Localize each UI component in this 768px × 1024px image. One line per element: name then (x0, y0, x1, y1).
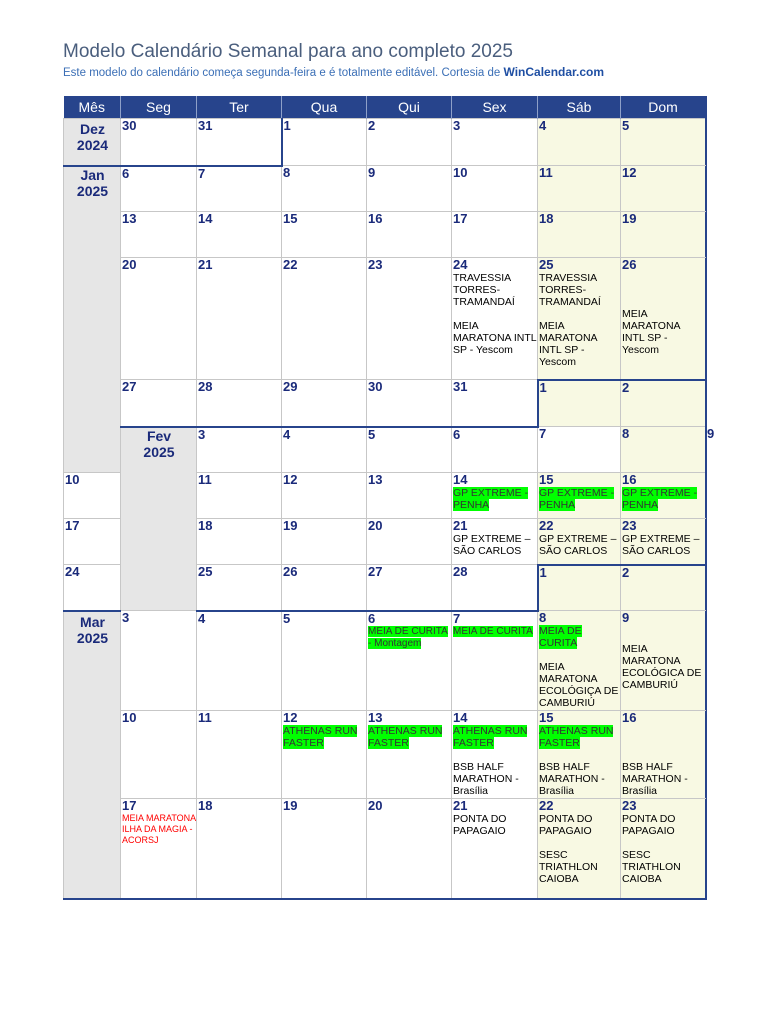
month-label-dez (64, 119, 121, 166)
event-entry[interactable] (283, 725, 366, 749)
day-cell[interactable] (621, 611, 706, 711)
day-number: 30 (368, 379, 383, 394)
day-number: 22 (539, 798, 554, 813)
day-number: 17 (65, 518, 80, 533)
event-highlight: ATHENAS RUN FASTER (453, 725, 528, 749)
day-number: 13 (368, 472, 383, 487)
event-entry[interactable]: TRAVESSIA TORRES-TRAMANDAÍ (453, 272, 515, 308)
day-number: 8 (622, 426, 630, 441)
day-cell[interactable] (452, 258, 538, 380)
day-cell[interactable] (538, 380, 621, 427)
day-number: 3 (122, 610, 130, 625)
week-row (64, 166, 706, 212)
event-entry[interactable]: TRAVESSIA TORRES-TRAMANDAÍ (539, 272, 601, 308)
event-entry[interactable]: PONTA DO PAPAGAIO (453, 813, 507, 837)
month-year: 2025 (76, 629, 109, 646)
day-number: 11 (198, 472, 212, 487)
col-header-mon: Seg (121, 96, 197, 119)
day-cell[interactable] (197, 799, 282, 899)
day-cell[interactable] (121, 258, 197, 380)
day-number: 20 (368, 798, 383, 813)
event-entry[interactable]: MEIA MARATONA INTL SP - Yescom (453, 320, 537, 356)
day-cell[interactable] (197, 565, 282, 611)
day-cell[interactable] (452, 611, 538, 711)
event-highlight: GP EXTREME - PENHA (622, 487, 698, 511)
event-entry[interactable]: PONTA DO PAPAGAIO (539, 813, 593, 837)
event-highlight: GP EXTREME - PENHA (539, 487, 615, 511)
day-cell[interactable] (367, 258, 452, 380)
week-row (64, 611, 706, 711)
day-number: 14 (198, 211, 213, 226)
day-number: 27 (122, 379, 137, 394)
day-number: 19 (283, 518, 298, 533)
day-number: 12 (622, 165, 637, 180)
event-highlight: ATHENAS RUN FASTER (283, 725, 358, 749)
day-cell[interactable] (282, 565, 367, 611)
event-entry[interactable]: MEIA MARATONA ECOLÓGICA DE CAMBURIÚ (622, 643, 702, 691)
calendar-table (63, 96, 715, 900)
month-year: 2025 (76, 182, 109, 199)
day-number: 24 (453, 257, 468, 272)
event-entry[interactable] (622, 487, 705, 511)
day-number: 23 (368, 257, 383, 272)
event-entry[interactable] (539, 487, 620, 511)
day-cell[interactable] (538, 212, 621, 258)
brand-link[interactable]: WinCalendar.com (503, 65, 605, 79)
event-entry[interactable]: MEIA MARATONA INTL SP - Yescom (622, 308, 680, 356)
day-number: 16 (368, 211, 383, 226)
day-cell[interactable] (538, 519, 621, 565)
event-entry[interactable]: GP EXTREME – SÃO CARLOS (539, 533, 617, 557)
day-cell[interactable] (621, 565, 706, 611)
day-cell[interactable] (64, 473, 121, 519)
day-cell[interactable] (121, 611, 197, 711)
day-number: 11 (198, 710, 212, 725)
day-cell[interactable] (452, 119, 538, 166)
day-cell[interactable] (621, 212, 706, 258)
day-number: 15 (539, 710, 554, 725)
day-cell[interactable] (367, 380, 452, 427)
day-cell[interactable] (621, 799, 706, 899)
month-name: Jan (80, 166, 105, 183)
day-number: 20 (368, 518, 383, 533)
event-entry[interactable]: BSB HALF MARATHON - Brasília (453, 761, 519, 797)
day-cell[interactable] (121, 711, 197, 799)
day-cell[interactable] (452, 519, 538, 565)
day-cell[interactable] (452, 427, 538, 473)
day-number: 21 (453, 518, 468, 533)
day-number: 6 (453, 426, 461, 442)
day-cell[interactable] (452, 565, 538, 611)
day-number: 21 (453, 798, 468, 813)
event-entry[interactable] (368, 725, 451, 749)
day-number: 29 (283, 379, 298, 394)
month-year: 2024 (76, 137, 109, 153)
day-cell[interactable] (367, 611, 452, 711)
day-number: 1 (539, 564, 547, 580)
day-number: 10 (65, 472, 80, 487)
day-cell[interactable] (367, 427, 452, 473)
day-cell[interactable] (367, 519, 452, 565)
day-cell[interactable] (197, 380, 282, 427)
day-number: 4 (198, 610, 206, 626)
day-cell[interactable] (282, 519, 367, 565)
day-cell[interactable] (282, 212, 367, 258)
event-entry[interactable]: MEIA MARATONA ECOLÓGIÇA DE CAMBURIÚ (539, 661, 619, 709)
col-header-thu: Qui (367, 96, 452, 119)
day-cell[interactable] (452, 473, 538, 519)
day-number: 3 (198, 426, 206, 442)
day-cell[interactable] (197, 427, 282, 473)
day-number: 4 (283, 426, 291, 442)
day-cell[interactable] (367, 565, 452, 611)
week-row (64, 119, 706, 166)
day-number: 13 (368, 710, 383, 725)
day-number: 15 (283, 211, 298, 226)
event-entry[interactable]: BSB HALF MARATHON - Brasília (622, 761, 688, 797)
day-number: 7 (198, 165, 206, 181)
day-number: 5 (283, 610, 291, 626)
day-number: 5 (368, 426, 376, 442)
month-name: Fev (146, 427, 172, 444)
day-cell[interactable] (282, 611, 367, 711)
day-cell[interactable] (621, 519, 706, 565)
month-name: Dez (80, 121, 105, 137)
day-cell[interactable] (197, 473, 282, 519)
day-number: 10 (122, 710, 137, 725)
day-cell[interactable] (452, 166, 538, 212)
day-cell[interactable] (282, 473, 367, 519)
day-cell[interactable] (282, 427, 367, 473)
day-cell[interactable] (452, 799, 538, 899)
day-cell[interactable] (282, 258, 367, 380)
day-cell[interactable] (538, 611, 621, 711)
header-row (64, 96, 706, 119)
day-number: 6 (368, 610, 376, 626)
col-header-sat: Sáb (538, 96, 621, 119)
day-number: 5 (622, 118, 630, 133)
day-number: 13 (122, 211, 137, 226)
day-number: 25 (198, 564, 213, 579)
day-cell[interactable] (538, 427, 621, 473)
day-number: 23 (622, 798, 637, 813)
day-number: 1 (539, 379, 547, 395)
month-label-jan (64, 166, 121, 473)
subtitle-text: Este modelo do calendário começa segunda-feira e é totalmente editável. Cortesia de (63, 67, 504, 79)
day-cell[interactable] (282, 119, 367, 166)
day-number: 9 (622, 610, 630, 625)
event-entry[interactable] (539, 725, 620, 749)
day-cell[interactable] (282, 380, 367, 427)
day-cell[interactable] (121, 119, 197, 166)
day-cell[interactable] (538, 166, 621, 212)
day-cell[interactable] (452, 380, 538, 427)
week-row (64, 799, 706, 899)
day-cell[interactable] (197, 611, 282, 711)
day-number: 19 (622, 211, 637, 226)
day-number: 11 (539, 165, 553, 180)
event-entry[interactable]: BSB HALF MARATHON - Brasília (539, 761, 605, 797)
day-number: 14 (453, 472, 468, 487)
day-cell[interactable] (282, 799, 367, 899)
event-highlight: MEIA DE CURITA (539, 625, 582, 649)
day-number: 21 (198, 257, 213, 272)
day-number: 31 (453, 379, 468, 394)
col-header-month: Mês (64, 96, 121, 119)
day-cell[interactable] (367, 711, 452, 799)
day-number: 8 (539, 610, 547, 625)
event-entry[interactable]: SESC TRIATHLON CAIOBA (622, 849, 681, 885)
day-number: 28 (198, 379, 213, 394)
day-cell[interactable] (452, 711, 538, 799)
event-entry[interactable]: GP EXTREME – SÃO CARLOS (622, 533, 700, 557)
day-cell[interactable] (538, 711, 621, 799)
day-cell[interactable] (197, 711, 282, 799)
event-entry[interactable] (453, 725, 537, 749)
event-entry[interactable]: MEIA MARATONA INTL SP - Yescom (539, 320, 597, 368)
day-cell[interactable] (121, 212, 197, 258)
day-cell[interactable] (621, 258, 706, 380)
day-cell[interactable] (64, 519, 121, 565)
day-cell[interactable] (197, 119, 282, 166)
event-entry[interactable] (453, 487, 537, 511)
day-number: 10 (453, 165, 468, 180)
day-number: 19 (283, 798, 298, 813)
day-cell[interactable] (367, 212, 452, 258)
day-number: 26 (283, 564, 298, 579)
day-number: 18 (198, 518, 213, 533)
day-cell[interactable] (282, 166, 367, 212)
week-row (64, 711, 706, 799)
month-label-mar (64, 611, 121, 899)
event-highlight: ATHENAS RUN FASTER (368, 725, 443, 749)
day-cell[interactable] (121, 380, 197, 427)
event-highlight: MEIA DE CURITA - Montagem (368, 625, 448, 649)
event-highlight: ATHENAS RUN FASTER (539, 725, 614, 749)
col-header-wed: Qua (282, 96, 367, 119)
week-row (64, 212, 706, 258)
day-cell[interactable] (197, 258, 282, 380)
event-entry[interactable] (368, 626, 451, 650)
day-number: 31 (198, 118, 213, 133)
day-cell[interactable] (538, 565, 621, 611)
day-number: 7 (453, 610, 461, 626)
day-cell[interactable] (621, 711, 706, 799)
day-number: 28 (453, 564, 468, 579)
event-entry[interactable]: MEIA MARATONA ILHA DA MAGIA - ACORSJ (122, 813, 196, 845)
day-number: 22 (283, 257, 298, 272)
day-number: 12 (283, 472, 298, 487)
day-cell[interactable] (621, 166, 706, 212)
month-year: 2025 (143, 443, 175, 460)
day-number: 2 (368, 118, 376, 133)
day-cell[interactable] (621, 427, 706, 473)
day-cell[interactable] (538, 258, 621, 380)
day-number: 30 (122, 118, 137, 133)
day-number: 16 (622, 472, 637, 487)
month-name: Mar (80, 613, 105, 630)
day-cell[interactable] (621, 473, 706, 519)
event-highlight: MEIA DE CURITA (453, 625, 533, 637)
week-row (64, 380, 706, 427)
day-number: 26 (622, 257, 637, 272)
day-number: 24 (65, 564, 80, 579)
day-number: 25 (539, 257, 554, 272)
day-number: 27 (368, 564, 383, 579)
day-cell[interactable] (538, 473, 621, 519)
day-number: 14 (453, 710, 468, 725)
day-number: 15 (539, 472, 554, 487)
day-cell[interactable] (538, 119, 621, 166)
day-number: 8 (283, 165, 291, 180)
day-cell[interactable] (367, 799, 452, 899)
page-subtitle (63, 65, 604, 79)
col-header-tue: Ter (197, 96, 282, 119)
event-entry[interactable]: SESC TRIATHLON CAIOBA (539, 849, 598, 885)
day-cell[interactable] (452, 212, 538, 258)
day-number: 18 (198, 798, 213, 813)
day-number: 2 (622, 564, 630, 580)
event-entry[interactable] (453, 626, 537, 638)
day-number: 2 (622, 379, 630, 395)
col-header-sun: Dom (621, 96, 706, 119)
day-cell[interactable] (197, 212, 282, 258)
day-number: 16 (622, 710, 637, 725)
page-title: Modelo Calendário Semanal para ano completo 2025 (63, 41, 513, 62)
day-number: 22 (539, 518, 554, 533)
day-number: 18 (539, 211, 554, 226)
day-cell[interactable] (282, 711, 367, 799)
day-cell[interactable] (367, 119, 452, 166)
day-cell[interactable] (367, 166, 452, 212)
day-number: 6 (122, 165, 130, 181)
day-cell[interactable] (121, 799, 197, 899)
event-entry[interactable]: GP EXTREME – SÃO CARLOS (453, 533, 531, 557)
day-cell[interactable] (367, 473, 452, 519)
day-cell[interactable] (621, 119, 706, 166)
day-number: 4 (539, 118, 547, 133)
day-number: 7 (539, 426, 547, 441)
day-number: 23 (622, 518, 637, 533)
day-number: 20 (122, 257, 137, 272)
event-entry[interactable] (539, 625, 620, 649)
day-number: 17 (122, 798, 137, 813)
day-number: 9 (368, 165, 376, 180)
day-cell[interactable] (538, 799, 621, 899)
day-number: 3 (453, 118, 461, 133)
day-cell[interactable] (64, 565, 121, 611)
day-number: 1 (283, 118, 291, 133)
day-cell[interactable] (121, 166, 197, 212)
day-cell[interactable] (197, 166, 282, 212)
day-cell[interactable] (621, 380, 706, 427)
col-header-fri: Sex (452, 96, 538, 119)
event-highlight: GP EXTREME - PENHA (453, 487, 529, 511)
week-row (64, 258, 706, 380)
event-entry[interactable]: PONTA DO PAPAGAIO (622, 813, 676, 837)
week-row: Fev 2025 3 4 5 6 7 8 9 (64, 427, 706, 473)
day-number: 17 (453, 211, 468, 226)
day-cell[interactable] (197, 519, 282, 565)
day-number: 12 (283, 710, 298, 725)
month-label-fev (121, 427, 197, 611)
